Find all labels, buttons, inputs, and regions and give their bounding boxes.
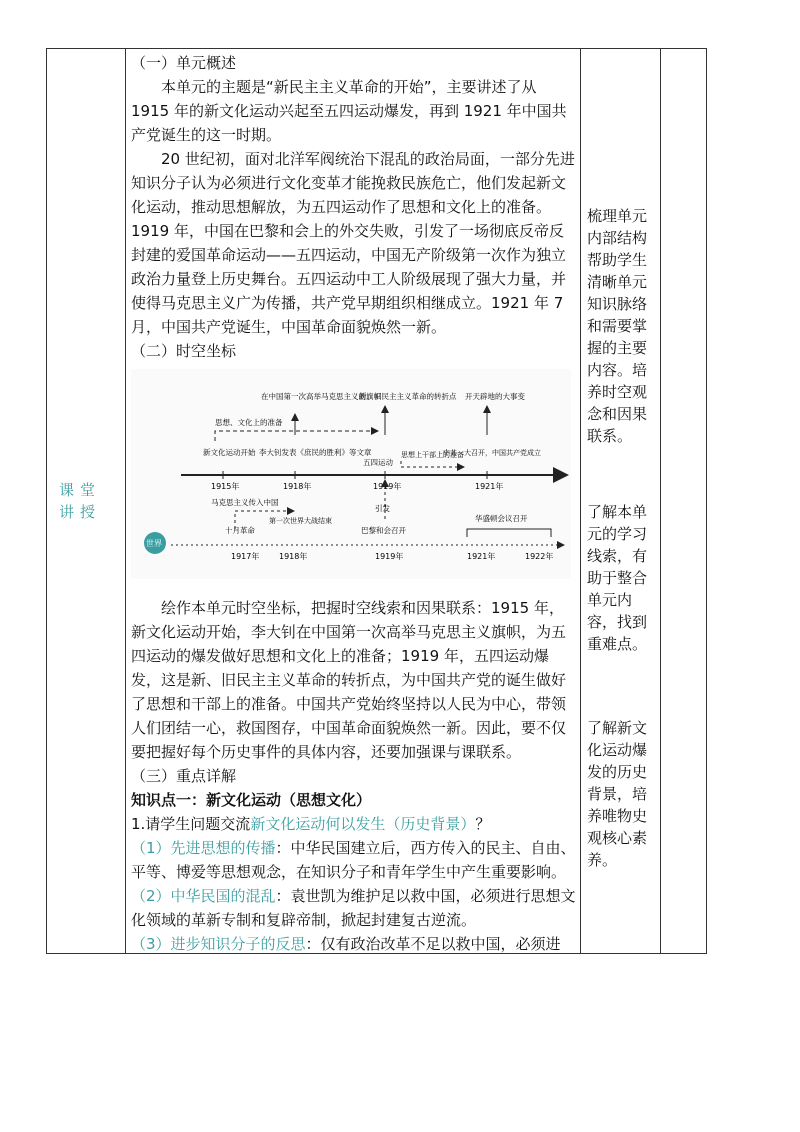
event-main: 李大钊发表《庶民的胜利》等文章 [259, 448, 372, 457]
column-divider [580, 49, 581, 953]
year-label: 1917年 [231, 552, 260, 561]
world-event: 十月革命 [225, 526, 255, 535]
year-label: 1918年 [283, 482, 312, 491]
section-title: （一）单元概述 [131, 54, 237, 72]
row-label: 课堂讲授 [59, 481, 102, 521]
event-top: 在中国第一次高举马克思主义的旗帜 [261, 392, 381, 401]
row-label-cell [47, 49, 125, 953]
section-title: （二）时空坐标 [131, 342, 237, 360]
event-main: 思想上干部上的准备 [401, 451, 464, 459]
knowledge-point-title: 知识点一：新文化运动（思想文化） [131, 791, 372, 809]
year-label: 1919年 [375, 552, 404, 561]
side-note: 了解新文化运动爆发的历史背景，培养唯物史观核心素养。 [587, 719, 648, 869]
trigger-label: 引发 [375, 504, 390, 513]
lesson-table [46, 48, 707, 954]
section-title: （三）重点详解 [131, 767, 237, 785]
year-label: 1919年 [373, 482, 402, 491]
side-note: 梳理单元内部结构帮助学生清晰单元知识脉络和需要掌握的主要内容。培养时空观念和因果联系。 [587, 207, 648, 445]
world-label: 世界 [146, 539, 162, 548]
paragraph: 20 世纪初，面对北洋军阀统治下混乱的政治局面，一部分先进知识分子认为必须进行文化变革才能挽救民族危亡，他们发起新文化运动，推动思想解放，为五四运动作了思想和文化上的准备。1919 年，中国在巴黎和会上的外交失败，引发了一场彻底反帝反封建的爱国革命运动——五四运动，中国无产阶级第一次作为独立政治力量登上历史舞台。五四运动中工人阶级展现了强大力量，并使得马克思主义广为传播，共产党早期组织相继成立。1921 年 7 月，中国共产党诞生，中国革命面貌焕然一新。 [131, 150, 575, 336]
event-top: 新、旧民主主义革命的转折点 [359, 392, 457, 401]
paragraph: 绘作本单元时空坐标，把握时空线索和因果联系：1915 年，新文化运动开始，李大钊在中国第一次高举马克思主义旗帜，为五四运动的爆发做好思想和文化上的准备；1919 年，五四运动爆发，这是新、旧民主主义革命的转折点，为中国共产党的诞生做好了思想和干部上的准备。中国共产党始终坚持以人民为中心，带领人们团结一心，救国图存，中国革命面貌焕然一新。因此，要不仅要把握好每个历史事件的具体内容，还要加强课与课联系。 [131, 599, 567, 761]
world-event: 巴黎和会召开 [361, 526, 406, 535]
year-label: 1921年 [467, 552, 496, 561]
prep-label: 思想、文化上的准备 [215, 418, 283, 427]
event-main: 新文化运动开始 [203, 448, 256, 457]
column-divider [125, 49, 126, 953]
question-line: 1.请学生问题交流新文化运动何以发生（历史背景）？ [131, 815, 491, 833]
column-divider [660, 49, 661, 953]
paragraph: 本单元的主题是“新民主主义革命的开始”，主要讲述了从 1915 年的新文化运动兴起至五四运动爆发，再到 1921 年中国共产党诞生的这一时期。 [131, 78, 567, 144]
world-event: 第一次世界大战结束 [269, 517, 332, 525]
year-label: 1915年 [211, 482, 240, 491]
world-event: 华盛顿会议召开 [475, 514, 528, 523]
timeline-diagram [131, 369, 571, 579]
answer-item: （1）先进思想的传播：中华民国建立后，西方传入的民主、自由、平等、博爱等思想观念，在知识分子和青年学生中产生重要影响。（2）中华民国的混乱：袁世凯为维护足以救中国，必须进行思想文化领域的革新专制和复辟帝制，掀起封建复古逆流。 [131, 839, 576, 929]
event-main: 五四运动 [363, 458, 393, 467]
year-label: 1921年 [475, 482, 504, 491]
year-label: 1918年 [279, 552, 308, 561]
main-content [131, 51, 577, 956]
answer-item: （3）进步知识分子的反思：仅有政治改革不足以救中国，必须进 [131, 935, 561, 953]
year-label: 1922年 [525, 552, 554, 561]
side-note: 了解本单元的学习线索，有助于整合单元内容，找到重难点。 [587, 503, 648, 653]
event-top: 开天辟地的大事变 [465, 392, 525, 401]
marx-label: 马克思主义传入中国 [211, 498, 279, 507]
event-main: 中共一大召开，中国共产党成立 [443, 449, 541, 457]
